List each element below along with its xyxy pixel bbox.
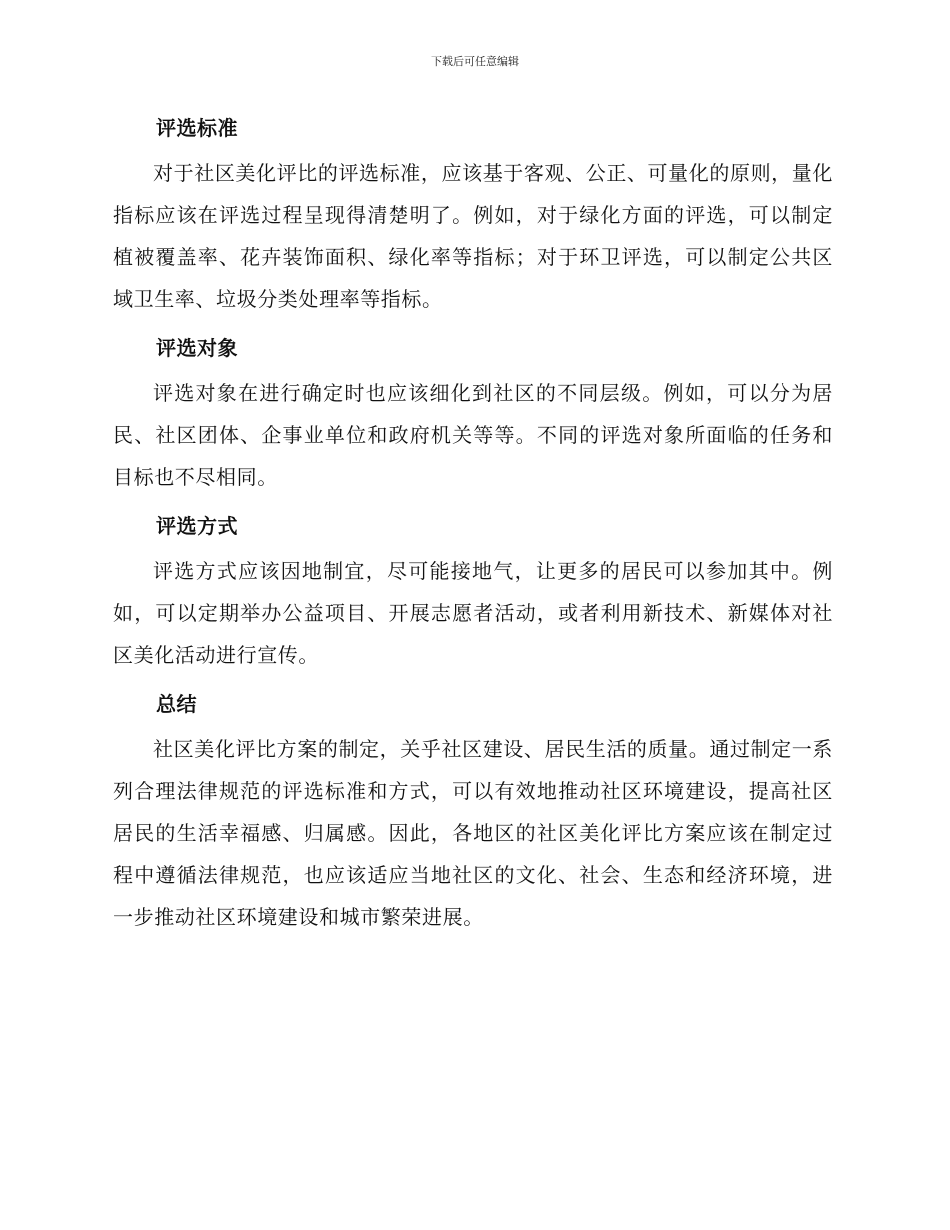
section-heading: 评选标准 <box>156 116 238 140</box>
section-heading: 评选对象 <box>156 336 238 360</box>
section-paragraph: 社区美化评比方案的制定，关乎社区建设、居民生活的质量。通过制定一系列合理法律规范的评选标准和方式，可以有效地推动社区环境建设，提高社区居民的生活幸福感、归属感。因此，各地区的社区美化评比方案应该在制定过程中遵循法律规范，也应该适应当地社区的文化、社会、生态和经济环境，进一步推动社区环境建设和城市繁荣进展。 <box>113 737 833 929</box>
section-methods <box>113 508 833 676</box>
section-heading: 评选方式 <box>156 514 238 538</box>
section-paragraph: 对于社区美化评比的评选标准，应该基于客观、公正、可量化的原则，量化指标应该在评选过程呈现得清楚明了。例如，对于绿化方面的评选，可以制定植被覆盖率、花卉装饰面积、绿化率等指标；对于环卫评选，可以制定公共区域卫生率、垃圾分类处理率等指标。 <box>113 161 833 311</box>
section-paragraph: 评选对象在进行确定时也应该细化到社区的不同层级。例如，可以分为居民、社区团体、企事业单位和政府机关等等。不同的评选对象所面临的任务和目标也不尽相同。 <box>113 381 833 489</box>
page-header: 下载后可任意编辑 <box>431 55 519 68</box>
document-content <box>113 110 833 948</box>
section-paragraph: 评选方式应该因地制宜，尽可能接地气，让更多的居民可以参加其中。例如，可以定期举办公益项目、开展志愿者活动，或者利用新技术、新媒体对社区美化活动进行宣传。 <box>113 559 833 667</box>
section-heading: 总结 <box>156 692 197 716</box>
section-summary <box>113 686 833 938</box>
section-criteria <box>113 110 833 320</box>
section-targets <box>113 330 833 498</box>
